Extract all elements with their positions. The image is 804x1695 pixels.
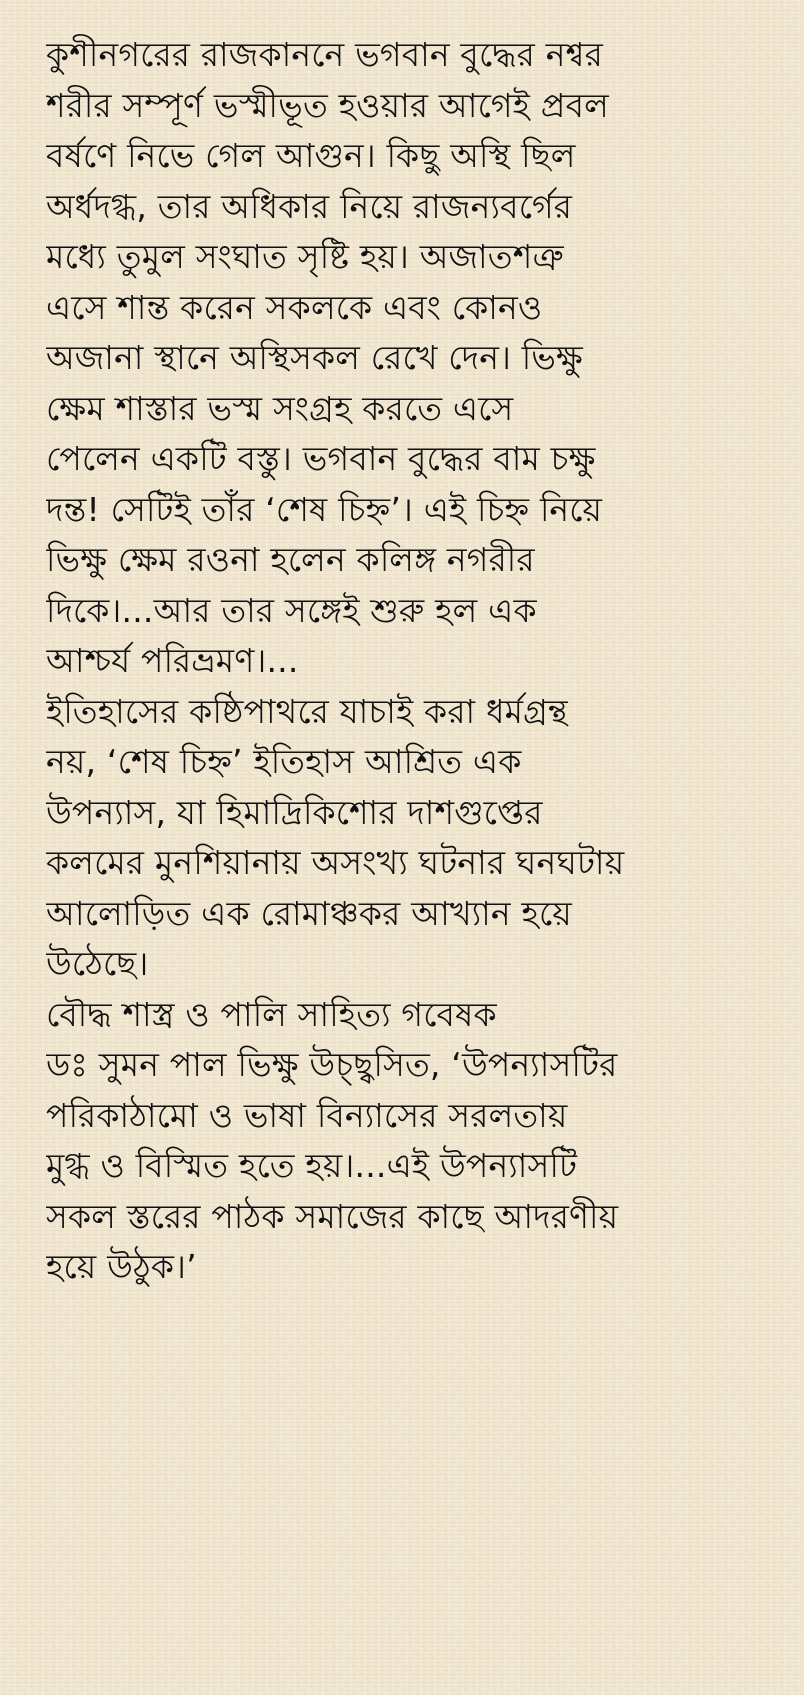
text-line: হয়ে উঠুক।’ xyxy=(46,1247,197,1286)
text-line: দিকে।...আর তার সঙ্গেই শুরু হল এক xyxy=(46,590,537,630)
text-line: মধ্যে তুমুল সংঘাত সৃষ্টি হয়। অজাতশত্রু xyxy=(46,237,564,276)
paragraph-description xyxy=(46,687,774,990)
text-line: ক্ষেম শাস্তার ভস্ম সংগ্রহ করতে এসে xyxy=(46,388,514,428)
paragraph-synopsis xyxy=(46,30,774,687)
text-line: মুগ্ধ ও বিস্মিত হতে হয়।...এই উপন্যাসটি xyxy=(46,1146,578,1185)
text-line: ডঃ সুমন পাল ভিক্ষু উচ্ছ্বসিত, ‘উপন্যাসটির xyxy=(46,1045,618,1084)
text-line: পেলেন একটি বস্তু। ভগবান বুদ্ধের বাম চক্ষু xyxy=(46,439,596,478)
text-line: ভিক্ষু ক্ষেম রওনা হলেন কলিঙ্গ নগরীর xyxy=(46,540,535,579)
text-line: আশ্চর্য পরিভ্রমণ।... xyxy=(46,641,299,680)
text-line: বৌদ্ধ শাস্ত্র ও পালি সাহিত্য গবেষক xyxy=(46,994,497,1034)
text-line: ইতিহাসের কষ্ঠিপাথরে যাচাই করা ধর্মগ্রন্থ xyxy=(46,691,568,731)
text-line: আলোড়িত এক রোমাঞ্চকর আখ্যান হয়ে xyxy=(46,893,572,933)
text-line: উপন্যাস, যা হিমাদ্রিকিশোর দাশগুপ্তের xyxy=(46,792,543,832)
text-line: পরিকাঠামো ও ভাষা বিন্যাসের সরলতায় xyxy=(46,1095,568,1135)
text-line: বর্ষণে নিভে গেল আগুন। কিছু অস্থি ছিল xyxy=(46,136,576,175)
text-line: সকল স্তরের পাঠক সমাজের কাছে আদরণীয় xyxy=(46,1196,619,1236)
text-line: অজানা স্থানে অস্থিসকল রেখে দেন। ভিক্ষু xyxy=(46,338,583,377)
text-line: এসে শান্ত করেন সকলকে এবং কোনও xyxy=(46,287,543,327)
paragraph-review-quote xyxy=(46,990,774,1293)
text-line: কুশীনগরের রাজকাননে ভগবান বুদ্ধের নশ্বর xyxy=(46,35,603,74)
text-line: কলমের মুনশিয়ানায় অসংখ্য ঘটনার ঘনঘটায় xyxy=(46,843,625,882)
text-line: দন্ত! সেটিই তাঁর ‘শেষ চিহ্ন’। এই চিহ্ন নিয়ে xyxy=(46,489,603,529)
text-line: অর্ধদগ্ধ, তার অধিকার নিয়ে রাজন্যবর্গের xyxy=(46,186,573,226)
text-line: শরীর সম্পূর্ণ ভস্মীভূত হওয়ার আগেই প্রবল xyxy=(46,85,609,125)
text-line: নয়, ‘শেষ চিহ্ন’ ইতিহাস আশ্রিত এক xyxy=(46,742,522,781)
text-line: উঠেছে। xyxy=(46,944,149,983)
